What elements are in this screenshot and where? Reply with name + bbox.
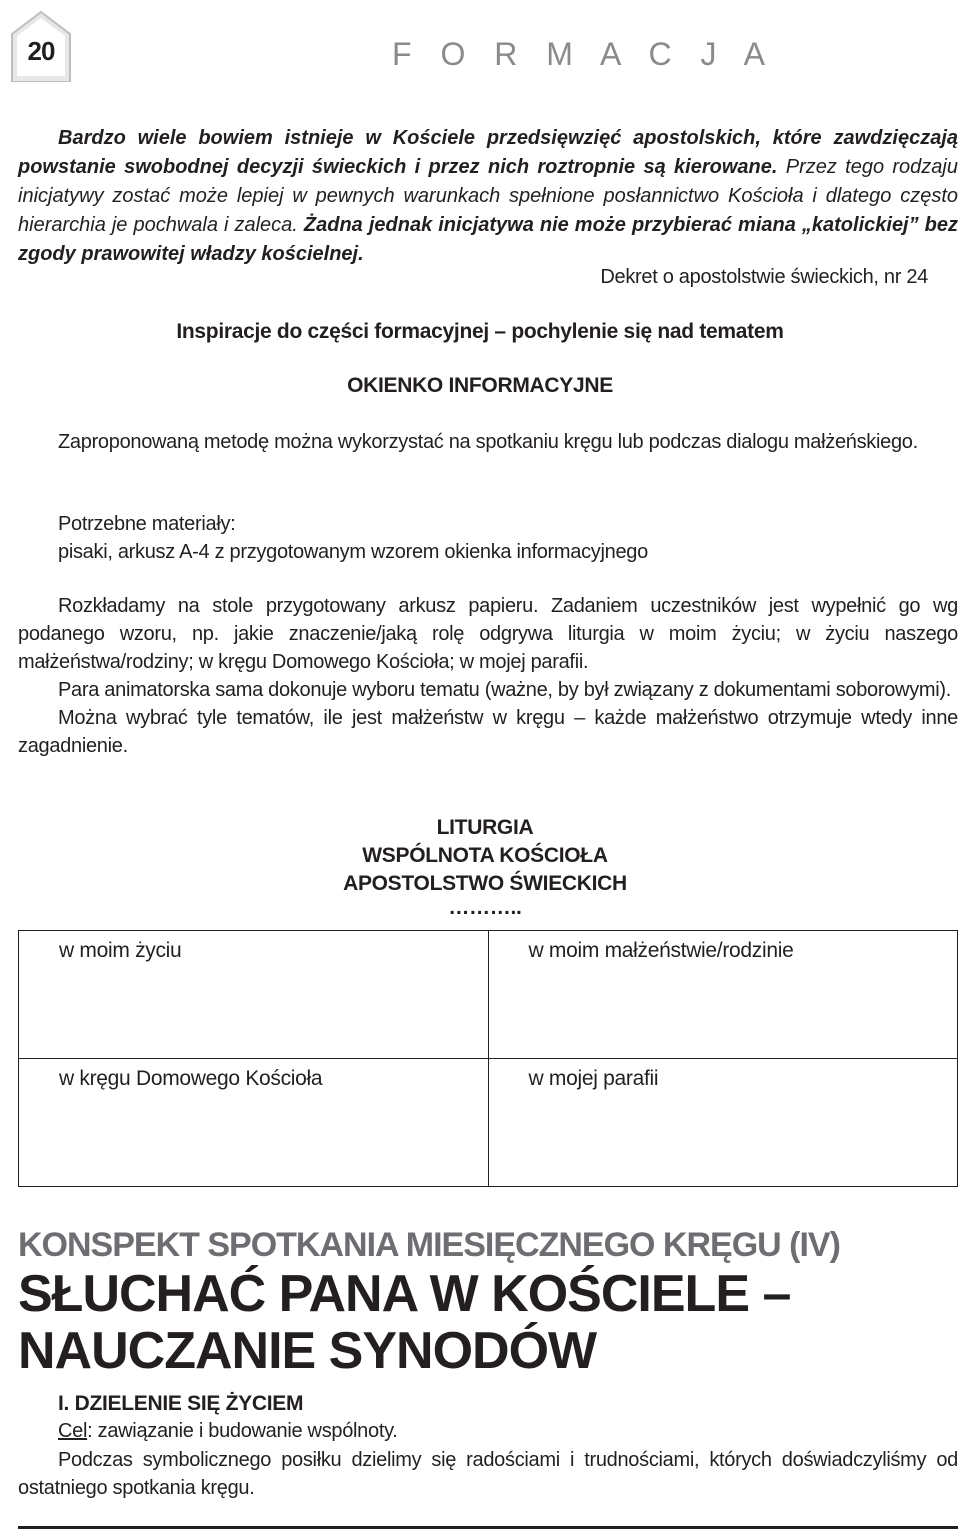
intro-paragraph [18, 428, 958, 456]
goal-line [58, 1420, 398, 1443]
konspekt-heading: KONSPEKT SPOTKANIA MIESIĘCZNEGO KRĘGU (IV) [18, 1226, 840, 1264]
instructions-block [18, 592, 958, 760]
topic-liturgia: LITURGIA [436, 816, 534, 839]
table-row [19, 1059, 958, 1187]
table-row [19, 931, 958, 1059]
quote-source: Dekret o apostolstwie świeckich, nr 24 [600, 266, 928, 288]
topic-ellipsis: ……….. [448, 896, 522, 919]
materials-items: pisaki, arkusz A-4 z przygotowanym wzorem okienka informacyjnego [58, 541, 648, 563]
main-title-line-2: NAUCZANIE SYNODÓW [18, 1322, 597, 1380]
instruction-2: Para animatorska sama dokonuje wyboru tematu (ważne, by był związany z dokumentami soborowymi). [58, 679, 952, 701]
quote-part-2: Przez tego rodzaju inicjatywy zostać może lepiej w pewnych warunkach spełnione posłannictwo Kościoła i dlatego często hierarchia je pochwala i zaleca. [18, 156, 958, 236]
intro-text: Zaproponowaną metodę można wykorzystać na spotkaniu kręgu lub podczas dialogu małżeńskiego. [58, 431, 918, 453]
inspiration-heading: Inspiracje do części formacyjnej – pochylenie się nad tematem [176, 320, 784, 343]
instruction-1: Rozkładamy na stole przygotowany arkusz papieru. Zadaniem uczestników jest wypełnić go wg podanego wzoru, np. jakie znaczenie/jaką rolę odgrywa liturgia w moim życiu; w życiu naszego małżeństwa/rodziny; w kręgu Domowego Kościoła; w mojej parafii. [18, 595, 958, 673]
instruction-3: Można wybrać tyle tematów, ile jest małżeństw w kręgu – każde małżeństwo otrzymuje wtedy inne zagadnienie. [18, 707, 958, 757]
quote-part-1: Bardzo wiele bowiem istnieje w Kościele przedsięwzięć apostolskich, które zawdzięczają powstanie swobodnej decyzji świeckich i przez nich roztropnie są kierowane. [18, 127, 958, 178]
cell-my-life: w moim życiu [19, 931, 489, 1059]
bottom-rule [18, 1526, 958, 1529]
page-number: 20 [27, 36, 55, 66]
main-title [18, 1266, 790, 1380]
section-title: F O R M A C J A [392, 36, 775, 72]
section-1-text: Podczas symbolicznego posiłku dzielimy się radościami i trudnościami, których doświadczyliśmy od ostatniego spotkania kręgu. [18, 1449, 958, 1499]
info-window-table [18, 930, 958, 1187]
cell-my-parish: w mojej parafii [488, 1059, 958, 1187]
materials-label: Potrzebne materiały: [58, 513, 236, 535]
section-1-paragraph [18, 1446, 958, 1502]
quote-part-3: Żadna jednak inicjatywa nie może przybierać miana „katolickiej” bez zgody prawowitej władzy kościelnej. [18, 214, 958, 265]
goal-text: : zawiązanie i budowanie wspólnoty. [87, 1420, 398, 1442]
section-1-heading: I. DZIELENIE SIĘ ŻYCIEM [58, 1392, 304, 1415]
cell-home-church: w kręgu Domowego Kościoła [19, 1059, 489, 1187]
goal-label: Cel [58, 1420, 88, 1442]
okienko-heading: OKIENKO INFORMACYJNE [347, 374, 613, 397]
main-title-line-1: SŁUCHAĆ PANA W KOŚCIELE – [18, 1265, 791, 1323]
topics-list [0, 814, 960, 918]
quote-block [18, 124, 958, 269]
topic-wspolnota: WSPÓLNOTA KOŚCIOŁA [362, 844, 608, 867]
materials-block [18, 510, 958, 566]
cell-my-marriage: w moim małżeństwie/rodzinie [488, 931, 958, 1059]
topic-apostolstwo: APOSTOLSTWO ŚWIECKICH [343, 872, 627, 895]
